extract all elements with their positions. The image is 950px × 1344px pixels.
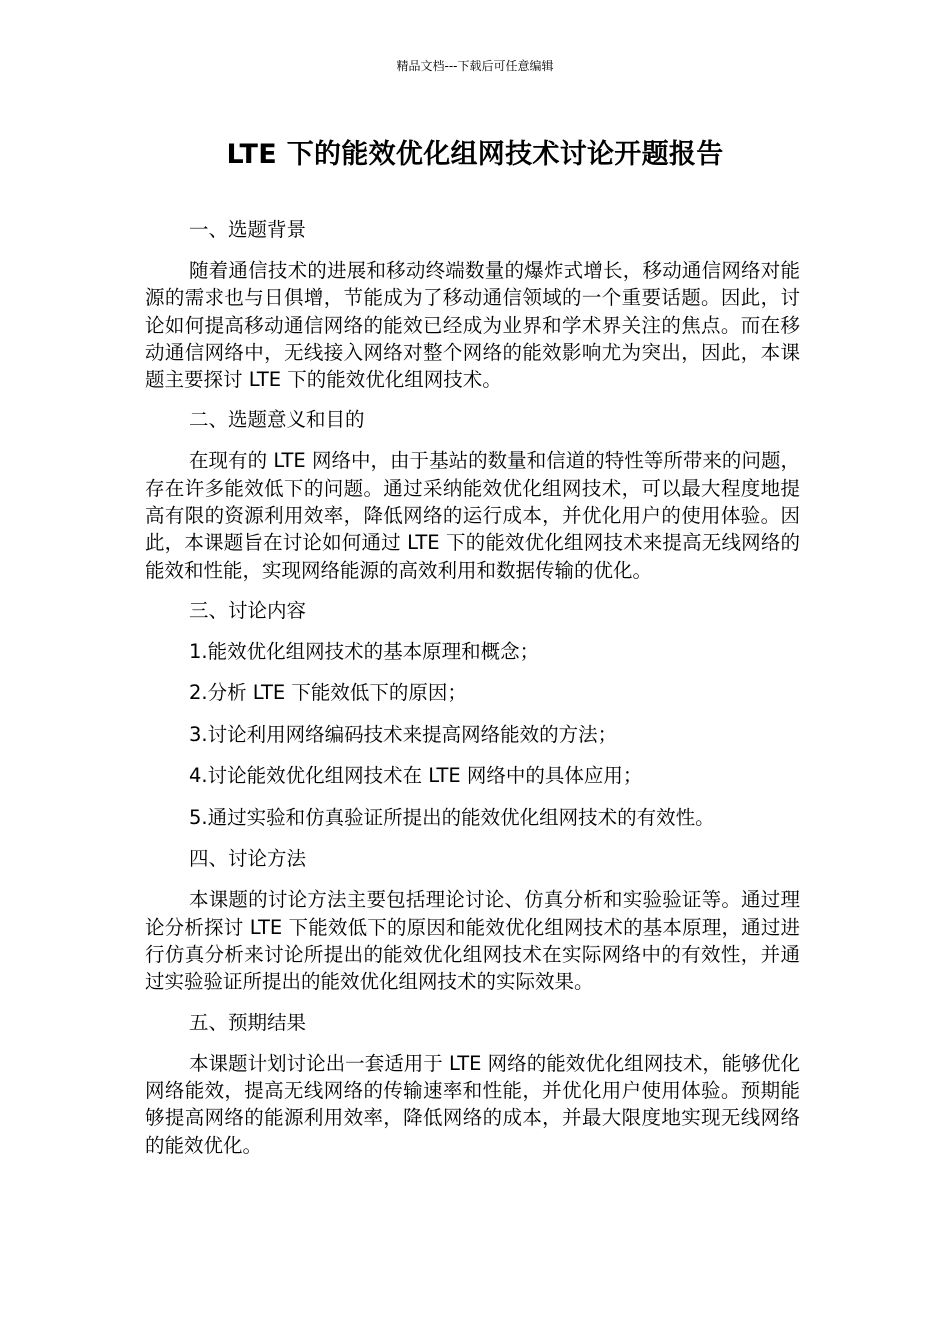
list-item: 5.通过实验和仿真验证所提出的能效优化组网技术的有效性。 — [189, 805, 715, 829]
section-heading-content: 三、讨论内容 — [189, 598, 307, 622]
list-item: 1.能效优化组网技术的基本原理和概念； — [189, 639, 540, 663]
document-title: LTE 下的能效优化组网技术讨论开题报告 — [226, 139, 724, 170]
header-note: 精品文档---下载后可任意编辑 — [396, 59, 554, 73]
section-heading-method: 四、讨论方法 — [189, 847, 307, 871]
section-paragraph-expected-results: 本课题计划讨论出一套适用于 LTE 网络的能效优化组网技术，能够优化网络能效，提高无线网络的传输速率和性能，并优化用户使用体验。预期能够提高网络的能源利用效率，降低网络的成本，并最大限度地实现无线网络的能效优化。 — [145, 1051, 800, 1157]
list-item: 3.讨论利用网络编码技术来提高网络能效的方法； — [189, 722, 618, 746]
section-heading-significance: 二、选题意义和目的 — [189, 408, 365, 432]
document-body — [145, 216, 800, 1172]
section-paragraph-method: 本课题的讨论方法主要包括理论讨论、仿真分析和实验验证等。通过理论分析探讨 LTE 下能效低下的原因和能效优化组网技术的基本原理，通过进行仿真分析来讨论所提出的能效优化组网技术在实际网络中的有效性，并通过实验验证所提出的能效优化组网技术的实际效果。 — [145, 888, 800, 994]
section-paragraph-background: 随着通信技术的进展和移动终端数量的爆炸式增长，移动通信网络对能源的需求也与日俱增，节能成为了移动通信领域的一个重要话题。因此，讨论如何提高移动通信网络的能效已经成为业界和学术界关注的焦点。而在移动通信网络中，无线接入网络对整个网络的能效影响尤为突出，因此，本课题主要探讨 LTE 下的能效优化组网技术。 — [145, 259, 800, 392]
section-heading-expected-results: 五、预期结果 — [189, 1010, 307, 1034]
section-paragraph-significance: 在现有的 LTE 网络中，由于基站的数量和信道的特性等所带来的问题，存在许多能效低下的问题。通过采纳能效优化组网技术，可以最大程度地提高有限的资源利用效率，降低网络的运行成本，并优化用户的使用体验。因此，本课题旨在讨论如何通过 LTE 下的能效优化组网技术来提高无线网络的能效和性能，实现网络能源的高效利用和数据传输的优化。 — [145, 449, 800, 582]
list-item: 4.讨论能效优化组网技术在 LTE 网络中的具体应用； — [189, 764, 643, 788]
list-item: 2.分析 LTE 下能效低下的原因； — [189, 681, 467, 705]
section-heading-background: 一、选题背景 — [189, 218, 307, 241]
